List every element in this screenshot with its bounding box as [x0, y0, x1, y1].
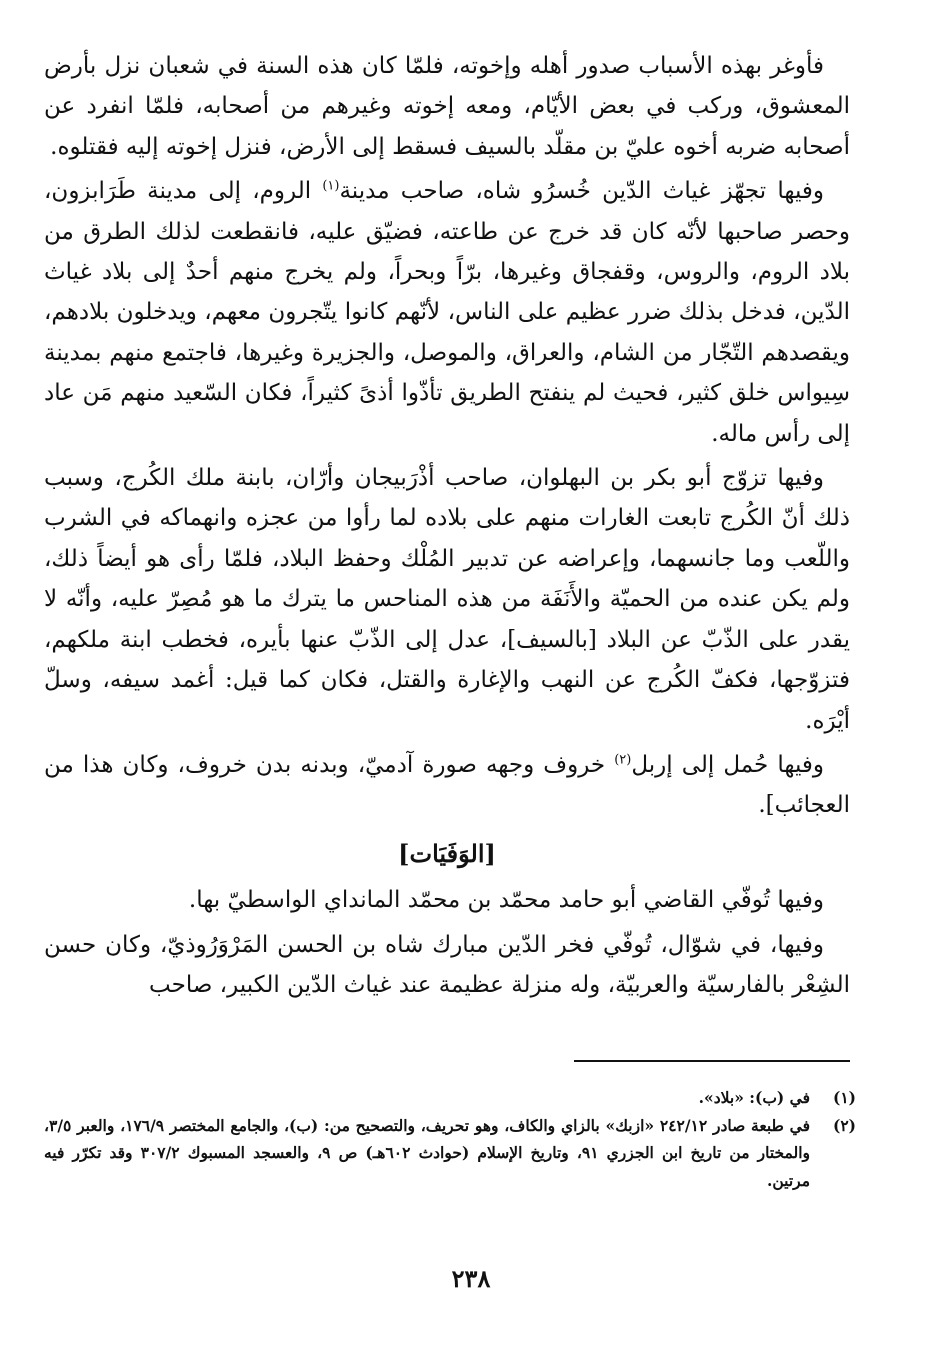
footnote-divider — [574, 1060, 850, 1062]
paragraph-2-start: وفيها تجهّز غياث الدّين خُسرُو شاه، صاحب مدينة — [339, 178, 824, 205]
paragraph-2-rest: الروم، إلى مدينة طَرَابزون، وحصر صاحبها لأنّه كان قد خرج عن طاعته، فضيّق عليه، فانقطعت لذلك الطرق من بلاد الروم، والروس، وقفجاق وغيرها، برّاً وبحراً، ولم يخرج منهم أحدٌ إلى بلاد غياث الدّين، فدخل بذلك ضرر عظيم على الناس، لأنّهم كانوا يتّجرون معهم، ويدخلون بلادهم، ويقصدهم التّجّار من الشام، والعراق، والموصل، والجزيرة وغيرها، فاجتمع منهم بمدينة سِيواس خلق كثير، فحيث لم ينفتح الطريق تأذّوا أذىً كثيراً، فكان السّعيد منهم مَن عاد إلى رأس ماله. — [44, 178, 850, 447]
footnote-1 — [44, 1084, 856, 1112]
footnote-2 — [44, 1112, 856, 1195]
main-text — [44, 46, 850, 1005]
paragraph-2 — [44, 171, 850, 454]
footnote-number: (٢) — [832, 1115, 856, 1135]
paragraph-1: فأوغر بهذه الأسباب صدور أهله وإخوته، فلمّا كان هذه السنة في شعبان نزل بأرض المعشوق، وركب في بعض الأيّام، ومعه إخوته وغيرهم من أصحابه، فلمّا انفرد عن أصحابه ضربه أخوه عليّ بن مقلّد بالسيف فسقط إلى الأرض، فنزل إخوته إليه فقتلوه. — [44, 53, 850, 160]
paragraph-4 — [44, 745, 850, 826]
paragraph-6: وفيها، في شوّال، تُوفّي فخر الدّين مبارك شاه بن الحسن المَرْوَرُوذيّ، وكان حسن الشِعْر بالفارسيّة والعربيّة، وله منزلة عظيمة عند غياث الدّين الكبير، صاحب — [44, 931, 850, 998]
page-number: ٢٣٨ — [451, 1264, 491, 1293]
paragraph-5: وفيها تُوفّي القاضي أبو حامد محمّد بن محمّد المانداي الواسطيّ بها. — [188, 887, 824, 914]
footnote-ref-1: (١) — [322, 178, 340, 194]
footnotes — [44, 1084, 856, 1194]
footnote-number: (١) — [832, 1088, 856, 1107]
paragraph-4-start: وفيها حُمل إلى إربل — [631, 751, 824, 778]
footnote-text: في (ب): «بلاد». — [698, 1088, 810, 1107]
section-heading: [الوَفَيَات] — [398, 838, 496, 868]
paragraph-4-rest: خروف وجهه صورة آدميّ، وبدنه بدن خروف، وكان هذا من العجائب]. — [44, 751, 850, 819]
paragraph-3: وفيها تزوّج أبو بكر بن البهلوان، صاحب أذْرَبيجان وأرّان، بابنة ملك الكُرج، وسبب ذلك أنّ الكُرج تابعت الغارات منهم على بلاده لما رأوا من عجزه وانهماكه في الشرب واللّعب وما جانسهما، وإعراضه عن تدبير المُلْك وحفظ البلاد، فلمّا رأى هو أيضاً ذلك، ولم يكن عنده من الحميّة والأَنَفَة من هذه المناحس ما يترك ما هو مُصِرّ عليه، وأنّه لا يقدر على الذّبّ عن البلاد [بالسيف]، عدل إلى الذّبّ عنها بأيره، فخطب ابنة ملكهم، فتزوّجها، فكفّ الكُرج عن النهب والإغارة والقتل، فكان كما قيل: أغمد سيفه، وسلّ أيْرَه. — [44, 465, 850, 734]
footnote-text: في طبعة صادر ٢٤٢/١٢ «ازبك» بالزاي والكاف، وهو تحريف، والتصحيح من: (ب)، والجامع المختصر ١٧٦/٩، والعبر ٣/٥، والمختار من تاريخ ابن الجزري ٩١، وتاريخ الإسلام (حوادث ٦٠٢هـ) ص ٩، والعسجد المسبوك ٣٠٧/٢ وقد تكرّر فيه مرتين. — [44, 1115, 810, 1190]
footnote-ref-2: (٢) — [614, 752, 632, 768]
